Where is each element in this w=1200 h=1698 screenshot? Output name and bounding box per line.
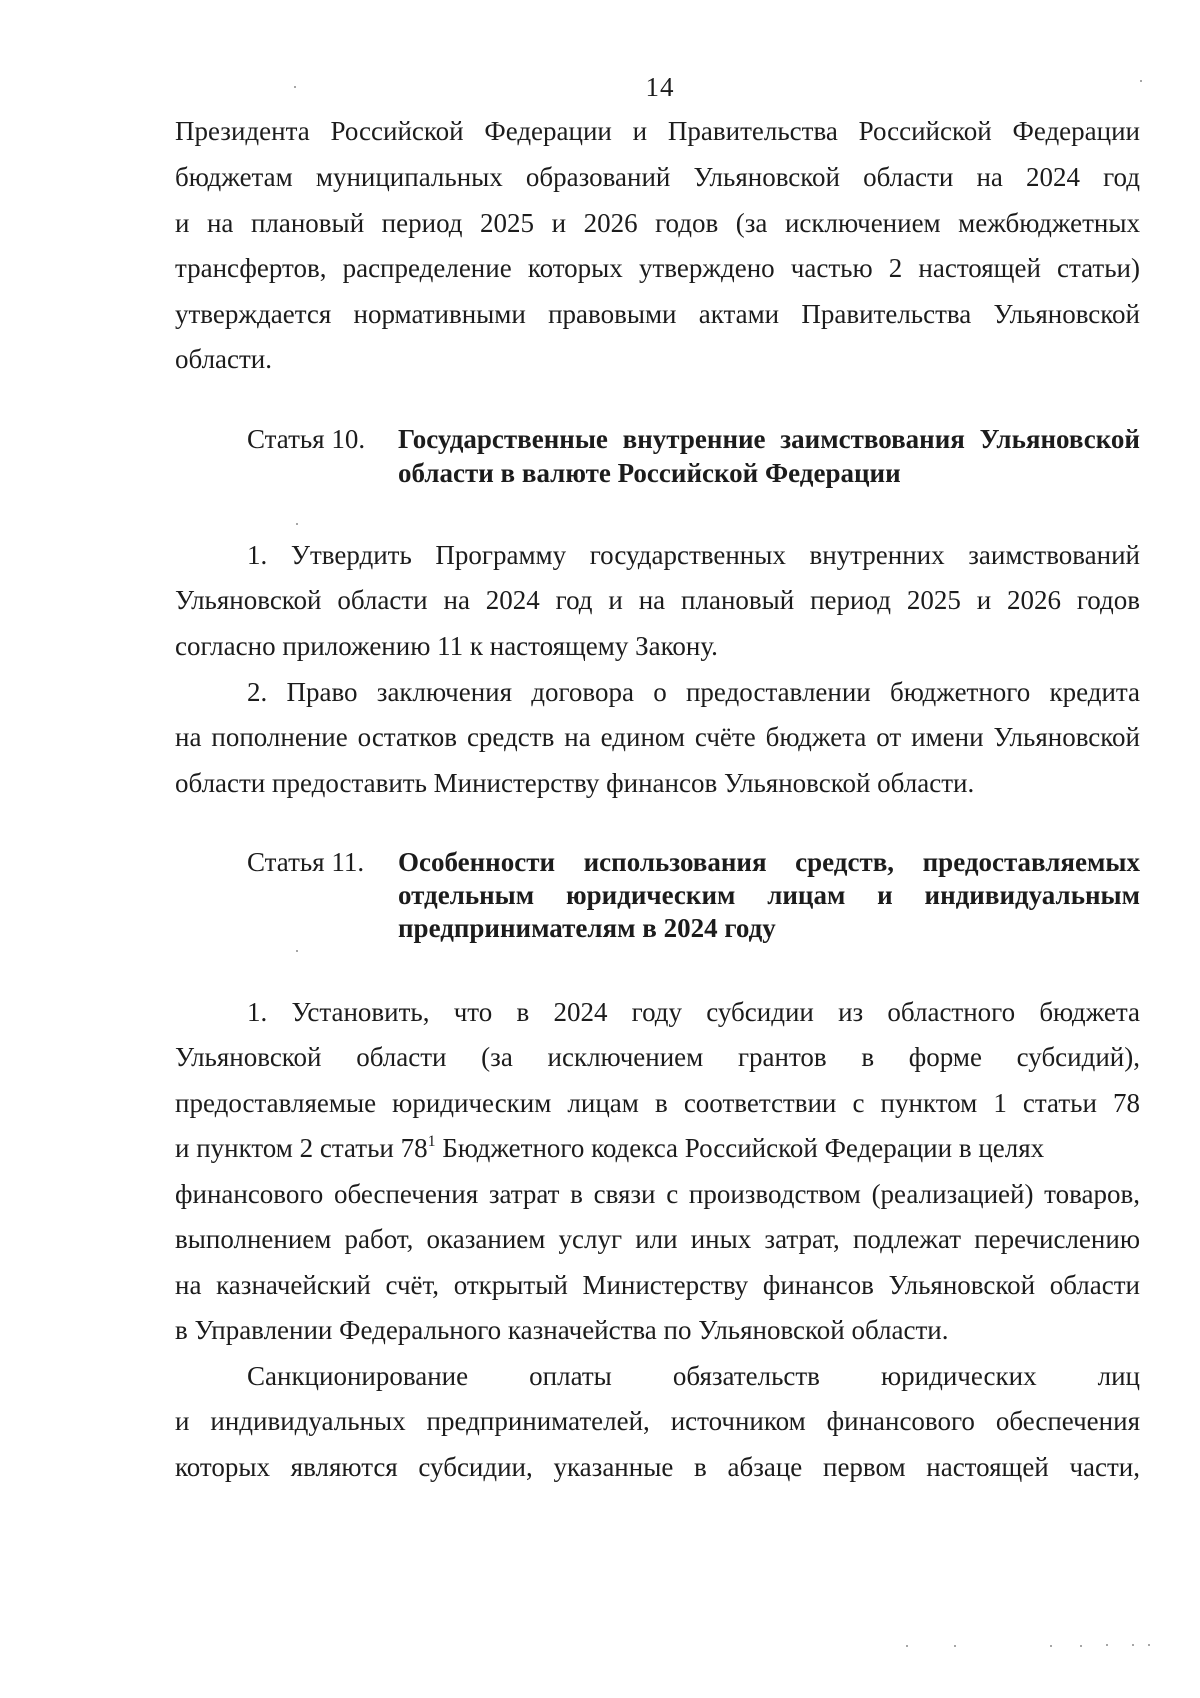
page-number: 14 (645, 72, 675, 102)
article-11-p1-line: на казначейский счёт, открытый Министерству финансов Ульяновской области (175, 1270, 1140, 1300)
article-11-p1-line-part (175, 1131, 1044, 1165)
article-10-p2-line: на пополнение остатков средств на едином счёте бюджета от имени Ульяновской (175, 722, 1140, 752)
article-11-label: Статья 11. (247, 847, 365, 877)
article-11-p2-line: Санкционирование оплаты обязательств юридических лиц (247, 1361, 1140, 1391)
intro-line: области. (175, 344, 273, 374)
intro-line: бюджетам муниципальных образований Ульяновской области на 2024 год (175, 162, 1140, 192)
intro-line: утверждается нормативными правовыми актами Правительства Ульяновской (175, 299, 1140, 329)
scan-speck (1132, 1644, 1134, 1646)
scan-speck (296, 950, 298, 952)
article-11-title-line: отдельным юридическим лицам и индивидуальным (398, 880, 1140, 910)
text-segment: Бюджетного кодекса Российской Федерации в целях (435, 1133, 1045, 1163)
article-11-p2-line: и индивидуальных предпринимателей, источником финансового обеспечения (175, 1406, 1140, 1436)
article-11-p1-line: 1. Установить, что в 2024 году субсидии из областного бюджета (247, 997, 1140, 1027)
article-10-p1-line: 1. Утвердить Программу государственных внутренних заимствований (247, 540, 1140, 570)
scan-speck (1148, 1644, 1150, 1646)
article-11-title-line: предпринимателям в 2024 году (398, 913, 776, 943)
article-10-p1-line: согласно приложению 11 к настоящему Закону. (175, 631, 718, 661)
article-10-p2-line: области предоставить Министерству финансов Ульяновской области. (175, 768, 975, 798)
scan-speck (1080, 1645, 1082, 1647)
article-11-p2-line: которых являются субсидии, указанные в абзаце первом настоящей части, (175, 1452, 1140, 1482)
scan-speck (1106, 1644, 1108, 1646)
superscript: 1 (427, 1133, 436, 1150)
article-11-p1-line-with-superscript (175, 1131, 1140, 1165)
article-11-p1-line: финансового обеспечения затрат в связи с производством (реализацией) товаров, (175, 1179, 1140, 1209)
article-11-p1-line: в Управлении Федерального казначейства по Ульяновской области. (175, 1315, 949, 1345)
article-11-p1-line: Ульяновской области (за исключением грантов в форме субсидий), (175, 1042, 1140, 1072)
article-10-p2-line: 2. Право заключения договора о предоставлении бюджетного кредита (247, 677, 1140, 707)
article-10-title-line: Государственные внутренние заимствования Ульяновской (398, 424, 1140, 454)
article-11-p1-line: предоставляемые юридическим лицам в соответствии с пунктом 1 статьи 78 (175, 1088, 1140, 1118)
scan-speck (954, 1645, 956, 1647)
scan-speck (296, 523, 298, 525)
text-segment: и пунктом 2 статьи 78 (175, 1133, 428, 1163)
intro-line: трансфертов, распределение которых утверждено частью 2 настоящей статьи) (175, 253, 1140, 283)
scan-speck (294, 86, 296, 88)
article-10-title-line: области в валюте Российской Федерации (398, 458, 901, 488)
intro-line: и на плановый период 2025 и 2026 годов (за исключением межбюджетных (175, 208, 1140, 238)
scan-speck (906, 1645, 908, 1647)
scan-speck (1050, 1645, 1052, 1647)
scan-speck (1140, 80, 1142, 82)
intro-line: Президента Российской Федерации и Правительства Российской Федерации (175, 116, 1140, 146)
article-10-p1-line: Ульяновской области на 2024 год и на плановый период 2025 и 2026 годов (175, 585, 1140, 615)
article-10-label: Статья 10. (247, 424, 366, 454)
article-11-title-line: Особенности использования средств, предоставляемых (398, 847, 1140, 877)
article-11-p1-line: выполнением работ, оказанием услуг или иных затрат, подлежат перечислению (175, 1224, 1140, 1254)
